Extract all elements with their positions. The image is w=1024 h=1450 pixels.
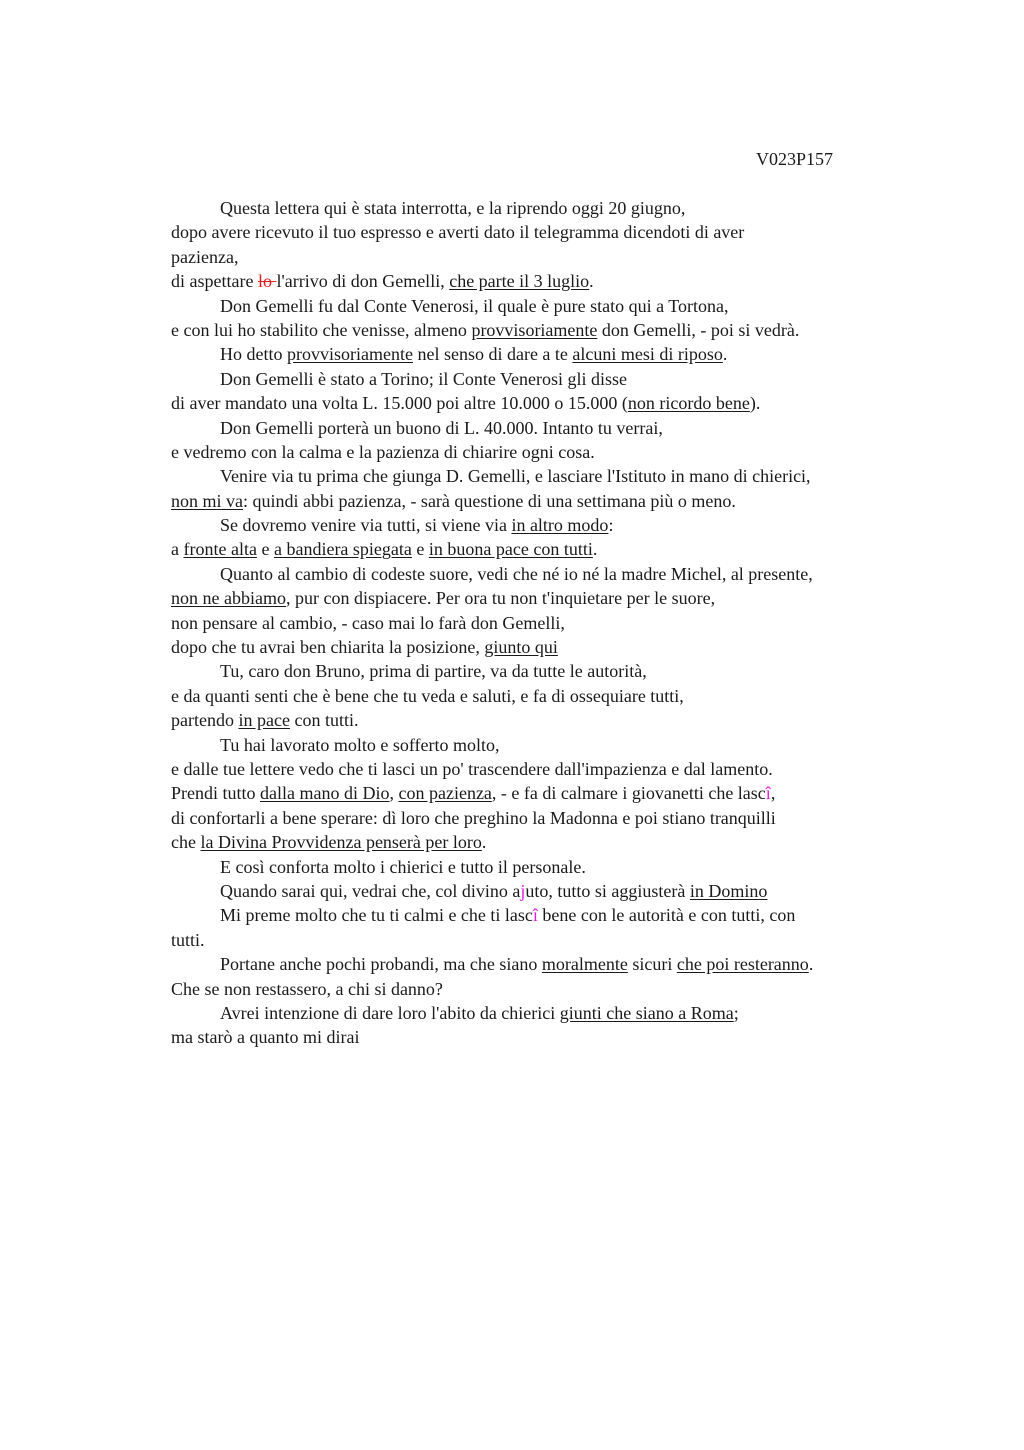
underlined-text: provvisoriamente [471, 319, 598, 340]
text-segment: , - e fa di calmare i giovanetti che lasc [491, 783, 766, 804]
text-line [171, 537, 911, 561]
text-segment: che [171, 832, 201, 853]
text-segment: partendo [171, 710, 239, 731]
text-segment: . [589, 271, 594, 292]
page-id: V023P157 [756, 149, 834, 169]
text-line [171, 659, 911, 683]
underlined-text: alcuni mesi di riposo [572, 344, 723, 365]
text-segment: dopo che tu avrai ben chiarita la posizione, [171, 637, 485, 658]
text-segment: l'arrivo di don Gemelli, [276, 271, 450, 292]
text-segment: Avrei intenzione di dare loro l'abito da chierici [220, 1002, 560, 1023]
text-line [171, 294, 911, 318]
text-segment: Don Gemelli porterà un buono di L. 40.000. Intanto tu verrai, [220, 417, 663, 438]
text-segment: Tu hai lavorato molto e sofferto molto, [220, 734, 500, 755]
underlined-text: con pazienza [398, 783, 492, 804]
underlined-text: giunto qui [484, 637, 558, 658]
text-line [171, 342, 911, 366]
text-segment: e con lui ho stabilito che venisse, almeno [171, 319, 472, 340]
text-segment: Che se non restassero, a chi si danno? [171, 978, 443, 999]
text-segment: a [171, 539, 184, 560]
underlined-text: provvisoriamente [287, 344, 413, 365]
corrected-character: î [765, 783, 771, 804]
text-segment: sicuri [627, 954, 677, 975]
underlined-text: la Divina Provvidenza penserà per loro [200, 832, 482, 853]
text-line [171, 586, 911, 610]
text-segment: , [389, 783, 399, 804]
text-segment: di aver mandato una volta L. 15.000 poi altre 10.000 o 15.000 ( [171, 393, 628, 414]
text-line [171, 879, 911, 903]
text-line [171, 464, 911, 488]
underlined-text: non mi va [171, 490, 243, 511]
letter-body [171, 196, 911, 1050]
text-segment: e dalle tue lettere vedo che ti lasci un po' trascendere dall'impazienza e dal lamento. [171, 758, 773, 779]
text-segment: Mi preme molto che tu ti calmi e che ti lasc [220, 905, 533, 926]
text-segment: E così conforta molto i chierici e tutto il personale. [220, 856, 586, 877]
underlined-text: che poi resteranno [676, 954, 809, 975]
text-segment: , pur con dispiacere. Per ora tu non t'inquietare per le suore, [285, 588, 716, 609]
corrected-character: î [532, 905, 538, 926]
text-line [171, 513, 911, 537]
text-segment: uto, tutto si aggiusterà [525, 880, 690, 901]
text-segment: Prendi tutto [171, 783, 260, 804]
underlined-text: non ne abbiamo [171, 588, 286, 609]
text-line [171, 1025, 911, 1049]
text-segment: ma starò a quanto mi dirai [171, 1027, 360, 1048]
text-line [171, 416, 911, 440]
text-line [171, 391, 911, 415]
text-line [171, 733, 911, 757]
text-segment: Quando sarai qui, vedrai che, col divino a [220, 880, 521, 901]
underlined-text: fronte alta [183, 539, 257, 560]
text-segment: non pensare al cambio, - caso mai lo farà don Gemelli, [171, 612, 565, 633]
text-segment: . [722, 344, 728, 365]
text-line [171, 440, 911, 464]
text-segment: : [608, 515, 614, 536]
text-segment: Quanto al cambio di codeste suore, vedi che né io né la madre Michel, al presente, [220, 563, 813, 584]
text-line [171, 562, 911, 586]
underlined-text: in Domino [689, 880, 768, 901]
text-segment: ; [733, 1002, 739, 1023]
text-segment: Don Gemelli fu dal Conte Venerosi, il quale è pure stato qui a Tortona, [220, 295, 729, 316]
text-segment: Tu, caro don Bruno, prima di partire, va da tutte le autorità, [220, 661, 647, 682]
text-line [171, 367, 911, 391]
underlined-text: che parte il 3 luglio [449, 271, 590, 292]
underlined-text: in buona pace con tutti [428, 539, 593, 560]
text-segment: pazienza, [171, 246, 239, 267]
text-segment: . [481, 832, 487, 853]
text-segment: . [808, 954, 814, 975]
text-line [171, 611, 911, 635]
text-segment: tutti. [171, 929, 205, 950]
text-segment: e da quanti senti che è bene che tu veda e saluti, e fa di ossequiare tutti, [171, 685, 684, 706]
deleted-text: lo [257, 271, 277, 292]
text-line [171, 684, 911, 708]
text-segment: di confortarli a bene sperare: dì loro che preghino la Madonna e poi stiano tranquilli [171, 807, 776, 828]
text-line [171, 781, 911, 805]
text-segment: nel senso di dare a te [412, 344, 573, 365]
text-segment: bene con le autorità e con tutti, con [537, 905, 796, 926]
text-segment: Questa lettera qui è stata interrotta, e la riprendo oggi 20 giugno, [220, 198, 686, 218]
underlined-text: a bandiera spiegata [273, 539, 412, 560]
underlined-text: dalla mano di Dio [260, 783, 390, 804]
text-segment: : quindi abbi pazienza, - sarà questione di una settimana più o meno. [243, 490, 736, 511]
text-segment: Se dovremo venire via tutti, si viene via [220, 515, 512, 536]
text-segment: ). [749, 393, 761, 414]
text-segment: Portane anche pochi probandi, ma che siano [220, 954, 542, 975]
text-line [171, 489, 911, 513]
text-segment: e [411, 539, 429, 560]
text-line [171, 708, 911, 732]
text-segment: di aspettare [171, 271, 258, 292]
text-line [171, 1001, 911, 1025]
text-line [171, 245, 911, 269]
text-segment: e vedremo con la calma e la pazienza di chiarire ogni cosa. [171, 441, 595, 462]
text-segment: . [592, 539, 598, 560]
underlined-text: giunti che siano a Roma [559, 1002, 734, 1023]
text-segment: , [770, 783, 776, 804]
text-line [171, 318, 911, 342]
text-line [171, 977, 911, 1001]
text-line [171, 855, 911, 879]
underlined-text: non ricordo bene [627, 393, 750, 414]
text-line [171, 196, 911, 220]
text-segment: e [256, 539, 274, 560]
underlined-text: moralmente [541, 954, 628, 975]
text-segment: don Gemelli, - poi si vedrà. [597, 319, 800, 340]
underlined-text: in altro modo [511, 515, 609, 536]
text-line [171, 635, 911, 659]
text-segment: con tutti. [289, 710, 359, 731]
text-segment: Venire via tu prima che giunga D. Gemelli, e lasciare l'Istituto in mano di chierici, [220, 466, 811, 487]
text-line [171, 806, 911, 830]
underlined-text: in pace [238, 710, 290, 731]
text-line [171, 220, 911, 244]
corrected-character: j [520, 880, 526, 901]
text-line [171, 830, 911, 854]
text-segment: Ho detto [220, 344, 287, 365]
text-line [171, 928, 911, 952]
text-line [171, 952, 911, 976]
text-segment: dopo avere ricevuto il tuo espresso e averti dato il telegramma dicendoti di aver [171, 222, 745, 243]
text-line [171, 903, 911, 927]
text-segment: Don Gemelli è stato a Torino; il Conte Venerosi gli disse [220, 368, 628, 389]
text-line [171, 757, 911, 781]
text-line [171, 269, 911, 293]
